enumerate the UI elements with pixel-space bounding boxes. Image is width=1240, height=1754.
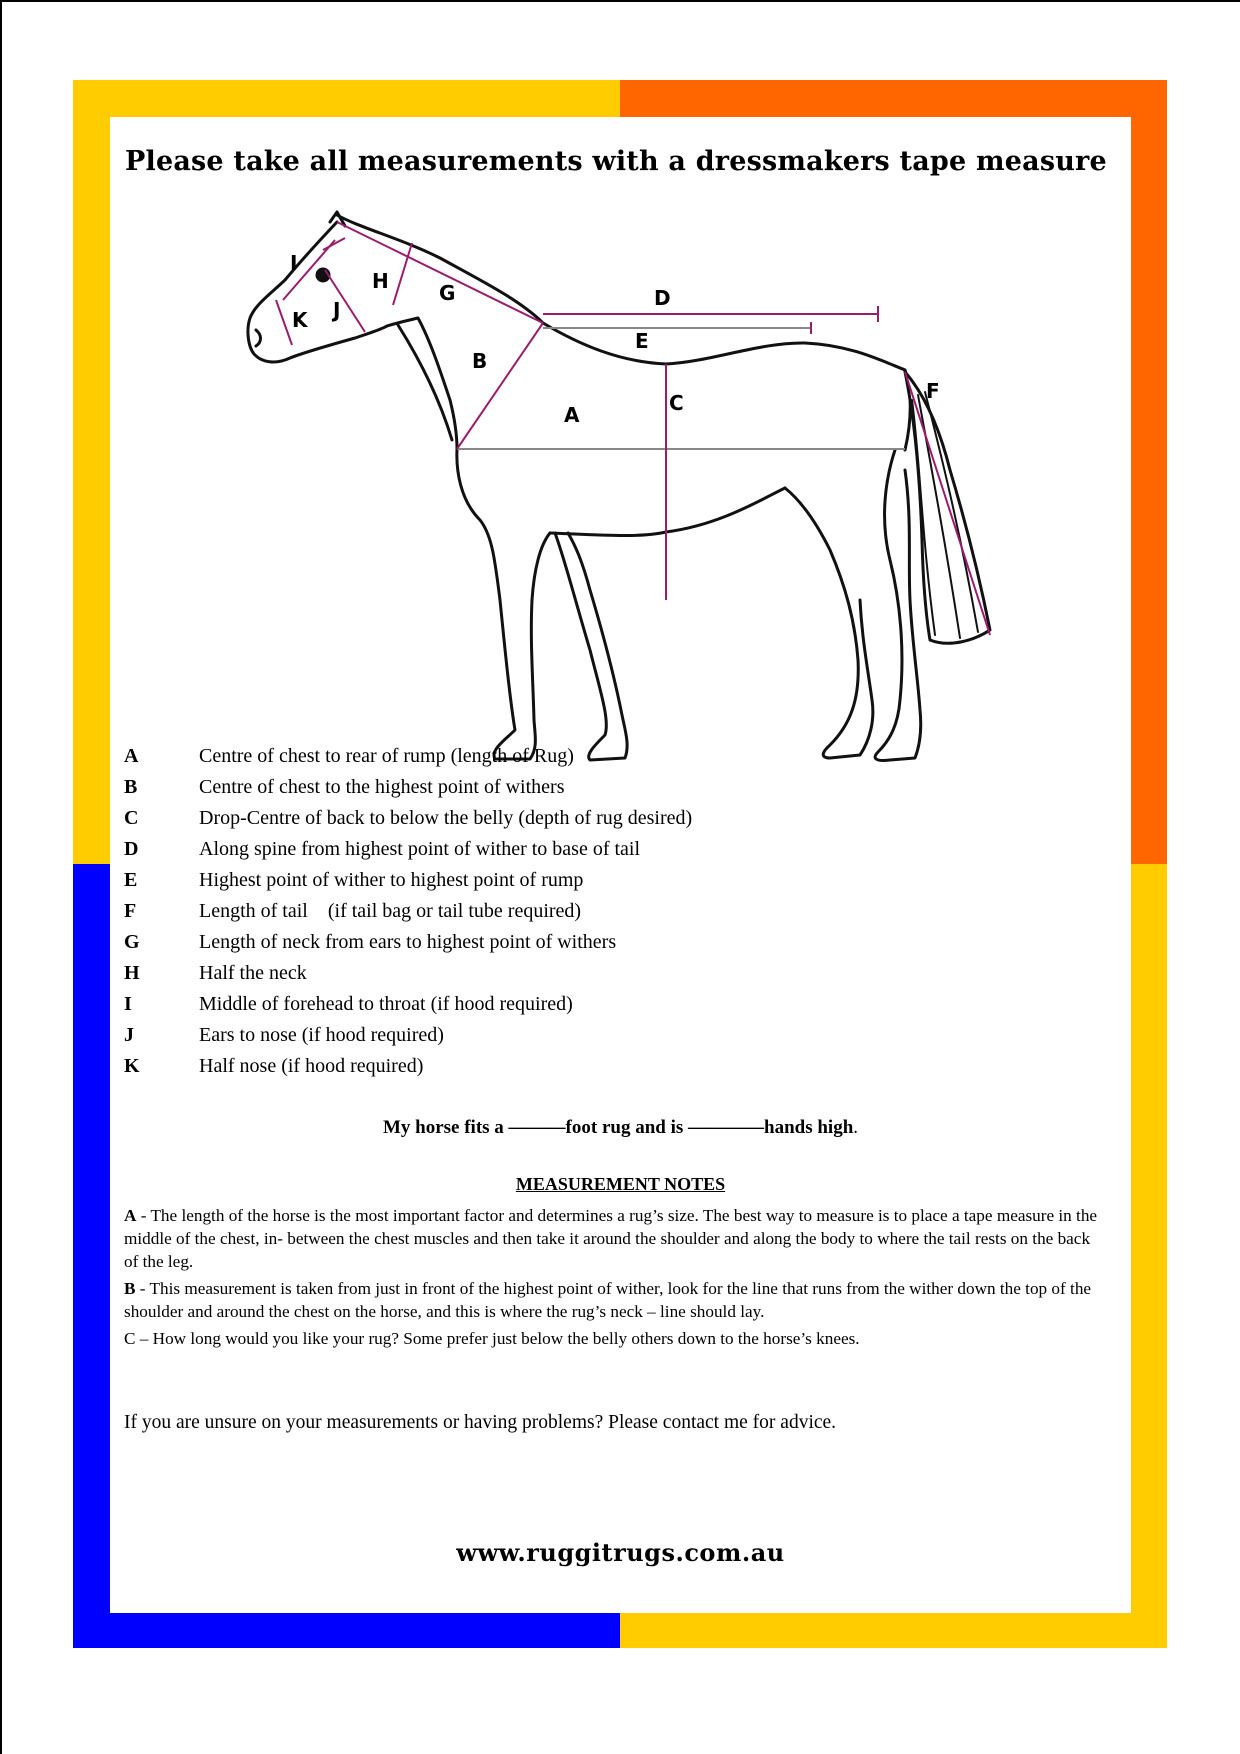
legend-letter: D <box>124 838 139 860</box>
legend-letter: B <box>124 776 138 798</box>
legend-letter: C <box>124 807 139 829</box>
horse-belly <box>550 488 785 536</box>
diagram-label-i: I <box>290 251 298 275</box>
fits-text-3: hands high <box>764 1117 854 1138</box>
note-lead: B <box>124 1279 136 1298</box>
diagram-label-d: D <box>654 286 671 310</box>
horse-measurement-diagram <box>0 0 1240 780</box>
legend-row <box>124 869 692 900</box>
legend-letter: J <box>124 1024 134 1046</box>
legend-letter: F <box>124 900 137 922</box>
legend-row <box>124 807 692 838</box>
measure-line-b <box>457 323 543 449</box>
advice-text: If you are unsure on your measurements or having problems? Please contact me for advice. <box>124 1412 837 1433</box>
note-lead: A <box>124 1206 137 1225</box>
legend-row <box>124 962 692 993</box>
measure-line-j <box>325 270 365 332</box>
horse-hindleg-front <box>785 488 873 758</box>
legend-row <box>124 900 692 931</box>
page-title: Please take all measurements with a dressmakers tape measure <box>125 146 1107 177</box>
legend-text: Along spine from highest point of wither to base of tail <box>199 838 641 860</box>
note-paragraph <box>124 1277 1099 1323</box>
horse-hindleg-back <box>875 450 921 761</box>
legend-text: Length of neck from ears to highest point of withers <box>199 931 617 953</box>
measure-line-g <box>337 222 543 323</box>
legend-row <box>124 776 692 807</box>
diagram-label-h: H <box>372 269 389 293</box>
diagram-labels <box>290 251 940 427</box>
legend-row <box>124 1024 692 1055</box>
legend-text: Half nose (if hood required) <box>199 1055 424 1077</box>
note-paragraph <box>124 1204 1099 1273</box>
measurement-notes-heading: MEASUREMENT NOTES <box>515 1174 726 1194</box>
measure-line-h <box>393 243 412 305</box>
diagram-label-a: A <box>564 403 580 427</box>
legend-row <box>124 1055 692 1086</box>
measurement-notes <box>124 1204 1099 1354</box>
horse-face <box>248 222 387 362</box>
frame-left-bottom-blue <box>73 864 110 1648</box>
legend-text: Centre of chest to the highest point of withers <box>199 776 565 798</box>
note-text: This measurement is taken from just in front of the highest point of wither, look for the line that runs from the wither down the top of the shoulder and around the chest on the horse, and this is where the rug’s neck – line should lay. <box>124 1279 1092 1321</box>
rug-size-sentence <box>110 1117 1131 1139</box>
note-sep: – <box>135 1329 153 1348</box>
horse-chest <box>457 449 550 759</box>
hands-high-blank[interactable]: ———— <box>688 1117 765 1138</box>
note-sep: - <box>135 1279 150 1298</box>
legend-text: Centre of chest to rear of rump (length of Rug) <box>199 745 574 767</box>
foot-rug-blank[interactable]: ——— <box>508 1117 566 1138</box>
horse-nostril <box>256 330 261 346</box>
frame-bottom-right-yellow <box>620 1613 1167 1648</box>
horse-throat <box>387 318 457 449</box>
note-text: How long would you like your rug? Some prefer just below the belly others down to the horse’s knees. <box>152 1329 860 1348</box>
horse-outline <box>248 212 990 761</box>
diagram-label-j: J <box>333 298 341 322</box>
legend-row <box>124 993 692 1024</box>
measurement-legend <box>124 745 692 1086</box>
fits-text-1: My horse fits a <box>382 1117 509 1138</box>
horse-foreleg-second <box>555 533 627 760</box>
legend-text: Middle of forehead to throat (if hood required) <box>199 993 573 1015</box>
diagram-label-c: C <box>669 391 684 415</box>
legend-row <box>124 838 692 869</box>
horse-neck-crest <box>337 215 905 370</box>
diagram-label-e: E <box>635 329 649 353</box>
note-lead: C <box>124 1329 136 1348</box>
legend-letter: H <box>124 962 140 984</box>
note-sep: - <box>136 1206 151 1225</box>
legend-letter: K <box>124 1055 140 1077</box>
legend-text: Length of tail (if tail bag or tail tube required) <box>199 900 582 922</box>
fits-text-2: foot rug and is <box>565 1117 689 1138</box>
legend-row <box>124 931 692 962</box>
legend-letter: E <box>124 869 138 891</box>
legend-text: Ears to nose (if hood required) <box>199 1024 444 1046</box>
frame-right-bottom-yellow <box>1131 864 1167 1648</box>
fits-text-end: . <box>853 1117 859 1138</box>
legend-text: Highest point of wither to highest point of rump <box>199 869 584 891</box>
legend-letter: A <box>124 745 139 767</box>
diagram-label-f: F <box>926 379 940 403</box>
diagram-label-k: K <box>292 308 308 332</box>
frame-bottom-left-blue <box>73 1613 620 1648</box>
legend-text: Drop-Centre of back to below the belly (depth of rug desired) <box>199 807 693 829</box>
legend-letter: G <box>124 931 140 953</box>
diagram-label-g: G <box>439 281 456 305</box>
measure-line-k <box>276 300 292 345</box>
website-link[interactable]: www.ruggitrugs.com.au <box>456 1538 785 1567</box>
diagram-label-b: B <box>472 349 488 373</box>
legend-text: Half the neck <box>199 962 307 984</box>
note-text: The length of the horse is the most important factor and determines a rug’s size. The best way to measure is to place a tape measure in the middle of the chest, in- between the chest muscles and then take it around the shoulder and along the body to where the tail rests on the back of the leg. <box>124 1206 1098 1271</box>
legend-letter: I <box>124 993 132 1015</box>
legend-row <box>124 745 692 776</box>
note-paragraph <box>124 1327 1099 1350</box>
